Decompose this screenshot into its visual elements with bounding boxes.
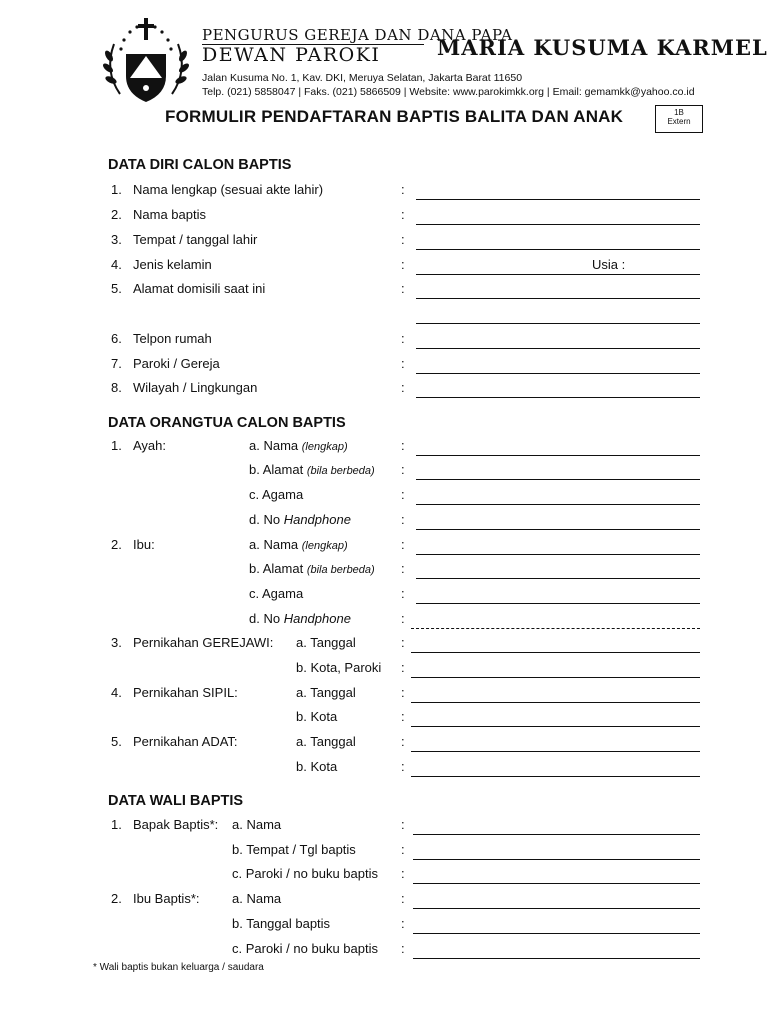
colon: : [401, 866, 405, 881]
label-ibu-alamat: b. Alamat (bila berbeda) [249, 561, 375, 576]
colon: : [401, 941, 405, 956]
item-num: 5. [111, 734, 122, 749]
field-ibu-alamat[interactable] [416, 578, 700, 579]
header-line2: DEWAN PAROKI [202, 44, 381, 66]
label-ibu-baptis-paroki-buku: c. Paroki / no buku baptis [232, 941, 378, 956]
colon: : [401, 331, 405, 346]
field-ibu-baptis-nama[interactable] [413, 908, 700, 909]
label-wilayah-lingkungan: Wilayah / Lingkungan [133, 380, 258, 395]
label-adat-tanggal: a. Tanggal [296, 734, 356, 749]
colon: : [401, 842, 405, 857]
colon: : [401, 817, 405, 832]
field-nama-baptis[interactable] [416, 224, 700, 225]
form-title: FORMULIR PENDAFTARAN BAPTIS BALITA DAN ANAK [165, 107, 624, 126]
colon: : [401, 182, 405, 197]
item-num: 2. [111, 207, 122, 222]
item-num: 2. [111, 537, 122, 552]
colon: : [401, 759, 405, 774]
field-alamat-line2[interactable] [416, 323, 700, 324]
label-ayah-agama: c. Agama [249, 487, 304, 502]
colon: : [401, 380, 405, 395]
label-ayah-handphone: d. No Handphone [249, 512, 351, 527]
field-sipil-kota[interactable] [411, 726, 700, 727]
field-paroki-gereja[interactable] [416, 373, 700, 374]
section-title-data-wali: DATA WALI BAPTIS [108, 793, 244, 809]
label-telpon-rumah: Telpon rumah [133, 331, 212, 346]
field-sipil-tanggal[interactable] [411, 702, 700, 703]
colon: : [401, 537, 405, 552]
label-gerejawi-tanggal: a. Tanggal [296, 635, 356, 650]
field-gerejawi-kota-paroki[interactable] [411, 677, 700, 678]
item-num: 1. [111, 817, 122, 832]
label-ibu-nama: a. Nama (lengkap) [249, 537, 348, 552]
label-ibu-baptis-tanggal: b. Tanggal baptis [232, 916, 331, 931]
item-num: 8. [111, 380, 122, 395]
footnote: * Wali baptis bukan keluarga / saudara [93, 962, 264, 973]
parish-name: MARIA KUSUMA KARMEL [437, 35, 768, 60]
colon: : [401, 685, 405, 700]
label-bapak-baptis: Bapak Baptis*: [133, 817, 219, 832]
item-num: 4. [111, 685, 122, 700]
item-num: 3. [111, 635, 122, 650]
colon: : [401, 438, 405, 453]
field-bapak-tempat-tgl[interactable] [413, 859, 700, 860]
colon: : [401, 487, 405, 502]
label-nama-baptis: Nama baptis [133, 207, 206, 222]
label-tempat-tanggal-lahir: Tempat / tanggal lahir [133, 232, 258, 247]
field-jenis-kelamin[interactable] [416, 274, 700, 275]
field-ayah-handphone[interactable] [416, 529, 700, 530]
label-alamat-domisili: Alamat domisili saat ini [133, 281, 266, 296]
colon: : [401, 232, 405, 247]
colon: : [401, 462, 405, 477]
header-address: Jalan Kusuma No. 1, Kav. DKI, Meruya Selatan, Jakarta Barat 11650 [202, 72, 523, 84]
label-pernikahan-gerejawi: Pernikahan GEREJAWI: [133, 635, 274, 650]
item-num: 5. [111, 281, 122, 296]
label-bapak-paroki-buku: c. Paroki / no buku baptis [232, 866, 378, 881]
colon: : [401, 257, 405, 272]
item-num: 1. [111, 182, 122, 197]
field-bapak-paroki-buku[interactable] [413, 883, 700, 884]
field-alamat-line1[interactable] [416, 298, 700, 299]
colon: : [401, 586, 405, 601]
label-ibu-baptis: Ibu Baptis*: [133, 891, 200, 906]
label-ibu-baptis-nama: a. Nama [232, 891, 282, 906]
label-ibu-handphone: d. No Handphone [249, 611, 351, 626]
item-num: 2. [111, 891, 122, 906]
label-adat-kota: b. Kota [296, 759, 338, 774]
field-ibu-agama[interactable] [416, 603, 700, 604]
parish-logo [100, 16, 192, 108]
label-ayah-alamat: b. Alamat (bila berbeda) [249, 462, 375, 477]
label-nama-lengkap: Nama lengkap (sesuai akte lahir) [133, 182, 324, 197]
colon: : [401, 561, 405, 576]
label-pernikahan-sipil: Pernikahan SIPIL: [133, 685, 238, 700]
colon: : [401, 611, 405, 626]
field-ayah-agama[interactable] [416, 504, 700, 505]
field-ibu-baptis-tanggal[interactable] [413, 933, 700, 934]
field-ayah-alamat[interactable] [416, 479, 700, 480]
field-adat-kota[interactable] [411, 776, 700, 777]
item-num: 6. [111, 331, 122, 346]
form-code: 1B [674, 108, 684, 117]
field-ibu-baptis-paroki-buku[interactable] [413, 958, 700, 959]
label-sipil-tanggal: a. Tanggal [296, 685, 356, 700]
label-pernikahan-adat: Pernikahan ADAT: [133, 734, 238, 749]
label-paroki-gereja: Paroki / Gereja [133, 356, 220, 371]
label-ibu-agama: c. Agama [249, 586, 304, 601]
field-ayah-nama[interactable] [416, 455, 700, 456]
item-num: 4. [111, 257, 122, 272]
label-jenis-kelamin: Jenis kelamin [133, 257, 212, 272]
colon: : [401, 709, 405, 724]
label-gerejawi-kota-paroki: b. Kota, Paroki [296, 660, 382, 675]
label-ayah-nama: a. Nama (lengkap) [249, 438, 348, 453]
item-num: 3. [111, 232, 122, 247]
header-rule [202, 44, 424, 45]
colon: : [401, 207, 405, 222]
label-bapak-tempat-tgl: b. Tempat / Tgl baptis [232, 842, 356, 857]
field-adat-tanggal[interactable] [411, 751, 700, 752]
field-bapak-nama[interactable] [413, 834, 700, 835]
colon: : [401, 635, 405, 650]
header-contact: Telp. (021) 5858047 | Faks. (021) 5866509 | Website: www.parokimkk.org | Email: gemamkk@yahoo.co.id [202, 86, 695, 98]
field-ibu-handphone[interactable] [411, 628, 700, 629]
item-num: 1. [111, 438, 122, 453]
form-type: Extern [667, 117, 691, 126]
label-ibu: Ibu: [133, 537, 155, 552]
label-usia: Usia : [592, 257, 626, 272]
label-sipil-kota: b. Kota [296, 709, 338, 724]
field-telpon-rumah[interactable] [416, 348, 700, 349]
field-wilayah-lingkungan[interactable] [416, 397, 700, 398]
form-code-box [655, 105, 703, 133]
colon: : [401, 891, 405, 906]
header-line1: PENGURUS GEREJA DAN DANA PAPA [202, 26, 513, 44]
label-bapak-nama: a. Nama [232, 817, 282, 832]
colon: : [401, 734, 405, 749]
field-tempat-tanggal-lahir[interactable] [416, 249, 700, 250]
item-num: 7. [111, 356, 122, 371]
colon: : [401, 916, 405, 931]
colon: : [401, 356, 405, 371]
colon: : [401, 512, 405, 527]
section-title-data-orangtua: DATA ORANGTUA CALON BAPTIS [108, 415, 346, 431]
field-nama-lengkap[interactable] [416, 199, 700, 200]
section-title-data-diri: DATA DIRI CALON BAPTIS [108, 157, 292, 173]
field-ibu-nama[interactable] [416, 554, 700, 555]
colon: : [401, 281, 405, 296]
label-ayah: Ayah: [133, 438, 167, 453]
field-gerejawi-tanggal[interactable] [411, 652, 700, 653]
colon: : [401, 660, 405, 675]
